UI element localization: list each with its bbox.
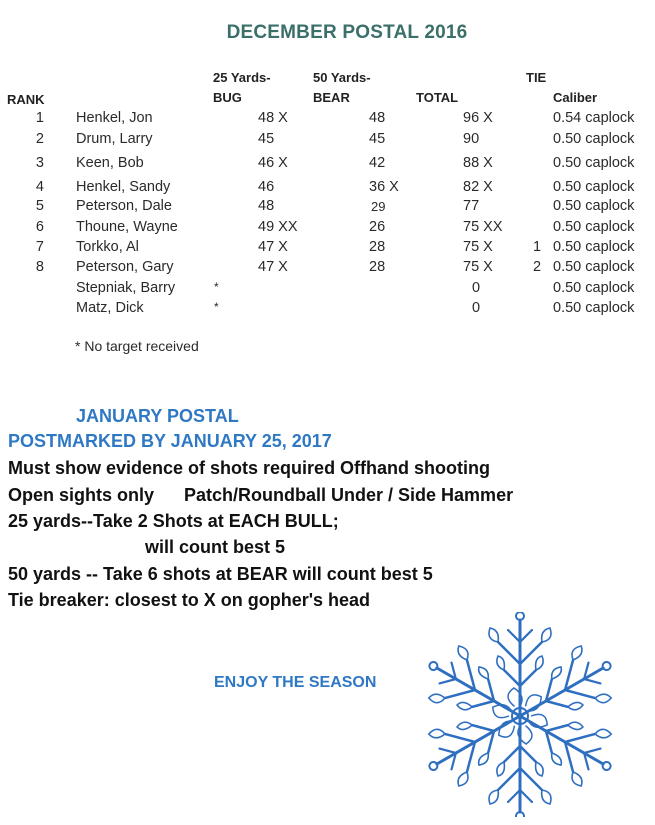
caliber-cell: 0.50 caplock (553, 239, 635, 255)
bug-score-cell: 46 X (258, 155, 288, 171)
rule-line: will count best 5 (145, 537, 286, 557)
total-cell: 88 X (463, 155, 493, 171)
bug-score-cell: 47 X (258, 259, 288, 275)
header-bug-top: 25 Yards- (213, 70, 271, 85)
caliber-cell: 0.50 caplock (553, 179, 635, 195)
total-cell: 75 X (463, 239, 493, 255)
total-cell: 96 X (463, 110, 493, 126)
header-rank: RANK (7, 92, 45, 107)
total-cell: 0 (472, 280, 481, 296)
rank-cell: 7 (35, 239, 44, 255)
total-cell: 0 (472, 300, 481, 316)
name-cell: Peterson, Dale (76, 198, 172, 214)
rank-cell: 6 (35, 219, 44, 235)
rank-cell: 2 (35, 131, 44, 147)
caliber-cell: 0.50 caplock (553, 300, 635, 316)
name-cell: Thoune, Wayne (76, 219, 178, 235)
name-cell: Stepniak, Barry (76, 280, 176, 296)
total-cell: 77 (463, 198, 480, 214)
rule-line: 25 yards--Take 2 Shots at EACH BULL; (8, 511, 339, 531)
total-cell: 90 (463, 131, 480, 147)
bug-score-cell: * (214, 300, 219, 314)
total-cell: 75 XX (463, 219, 503, 235)
bear-score-cell: 42 (369, 155, 386, 171)
january-title: JANUARY POSTAL (76, 406, 239, 426)
rule-line: Tie breaker: closest to X on gopher's head (8, 590, 371, 610)
name-cell: Henkel, Jon (76, 110, 153, 126)
snowflake-arm (489, 612, 551, 716)
bear-score-cell: 28 (369, 259, 386, 275)
rank-cell: 5 (35, 198, 44, 214)
rank-cell: 4 (35, 179, 44, 195)
header-bug-bottom: BUG (213, 90, 242, 105)
bear-score-cell: 26 (369, 219, 386, 235)
total-cell: 82 X (463, 179, 493, 195)
rule-line: Open sights only Patch/Roundball Under / Side Hammer (8, 485, 514, 505)
tie-cell: 2 (533, 259, 542, 275)
bear-score-cell: 36 X (369, 179, 399, 195)
bug-score-cell: 48 (258, 198, 275, 214)
rule-line: Must show evidence of shots required Offhand shooting (8, 458, 491, 478)
caliber-cell: 0.50 caplock (553, 131, 635, 147)
snowflake-arm (489, 716, 551, 817)
total-cell: 75 X (463, 259, 493, 275)
rank-cell: 1 (35, 110, 44, 126)
rule-line: 50 yards -- Take 6 shots at BEAR will count best 5 (8, 564, 433, 584)
postmark-deadline: POSTMARKED BY JANUARY 25, 2017 (8, 431, 332, 451)
header-bear-top: 50 Yards- (313, 70, 371, 85)
header-caliber: Caliber (553, 90, 598, 105)
caliber-cell: 0.54 caplock (553, 110, 635, 126)
bug-score-cell: * (214, 280, 219, 294)
rank-cell: 8 (35, 259, 44, 275)
name-cell: Henkel, Sandy (76, 179, 171, 195)
header-tie: TIE (526, 70, 547, 85)
footnote: * No target received (75, 338, 199, 354)
caliber-cell: 0.50 caplock (553, 280, 635, 296)
caliber-cell: 0.50 caplock (553, 259, 635, 275)
bug-score-cell: 49 XX (258, 219, 298, 235)
bug-score-cell: 48 X (258, 110, 288, 126)
name-cell: Peterson, Gary (76, 259, 174, 275)
name-cell: Drum, Larry (76, 131, 153, 147)
bear-score-cell: 45 (369, 131, 386, 147)
bear-score-cell: 28 (369, 239, 386, 255)
tie-cell: 1 (533, 239, 542, 255)
name-cell: Matz, Dick (76, 300, 144, 316)
caliber-cell: 0.50 caplock (553, 155, 635, 171)
name-cell: Torkko, Al (76, 239, 139, 255)
bug-score-cell: 46 (258, 179, 275, 195)
page-title: DECEMBER POSTAL 2016 (226, 22, 468, 43)
caliber-cell: 0.50 caplock (553, 198, 635, 214)
closing-message: ENJOY THE SEASON (214, 674, 377, 691)
rank-cell: 3 (35, 155, 44, 171)
header-bear-bottom: BEAR (313, 90, 350, 105)
bear-score-cell: 48 (369, 110, 386, 126)
snowflake-icon (412, 612, 642, 817)
bug-score-cell: 45 (258, 131, 275, 147)
bear-score-cell: 29 (371, 199, 386, 214)
header-total: TOTAL (416, 90, 459, 105)
name-cell: Keen, Bob (76, 155, 144, 171)
caliber-cell: 0.50 caplock (553, 219, 635, 235)
bug-score-cell: 47 X (258, 239, 288, 255)
